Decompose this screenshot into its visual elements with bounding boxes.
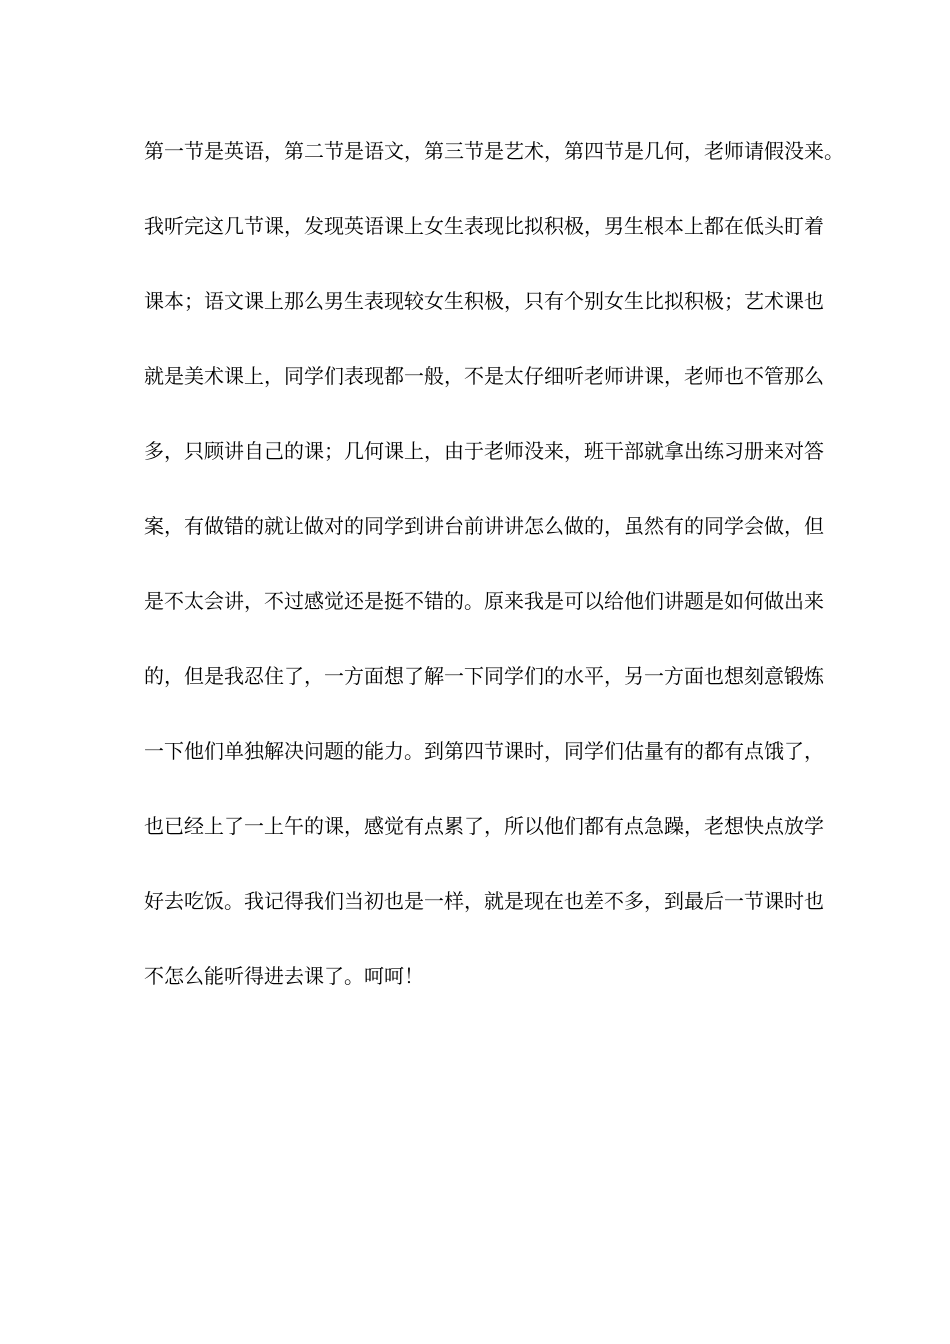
text-line-8: 的，但是我忍住了，一方面想了解一下同学们的水平，另一方面也想刻意锻炼 xyxy=(144,664,824,688)
text-line-3: 课本；语文课上那么男生表现较女生积极，只有个别女生比拟积极；艺术课也 xyxy=(144,289,824,313)
text-line-4: 就是美术课上，同学们表现都一般，不是太仔细听老师讲课，老师也不管那么 xyxy=(144,364,824,388)
text-line-1: 第一节是英语，第二节是语文，第三节是艺术，第四节是几何，老师请假没来。 xyxy=(144,139,844,163)
text-line-7: 是不太会讲，不过感觉还是挺不错的。原来我是可以给他们讲题是如何做出来 xyxy=(144,589,824,613)
text-line-6: 案，有做错的就让做对的同学到讲台前讲讲怎么做的，虽然有的同学会做，但 xyxy=(144,514,824,538)
body-paragraph xyxy=(144,131,844,1031)
text-line-12: 不怎么能听得进去课了。呵呵！ xyxy=(144,964,424,988)
text-line-5: 多，只顾讲自己的课；几何课上，由于老师没来，班干部就拿出练习册来对答 xyxy=(144,439,824,463)
text-line-10: 也已经上了一上午的课，感觉有点累了，所以他们都有点急躁，老想快点放学 xyxy=(144,814,824,838)
text-line-9: 一下他们单独解决问题的能力。到第四节课时，同学们估量有的都有点饿了， xyxy=(144,739,824,763)
text-line-11: 好去吃饭。我记得我们当初也是一样，就是现在也差不多，到最后一节课时也 xyxy=(144,889,824,913)
text-line-2: 我听完这几节课，发现英语课上女生表现比拟积极，男生根本上都在低头盯着 xyxy=(144,214,824,238)
